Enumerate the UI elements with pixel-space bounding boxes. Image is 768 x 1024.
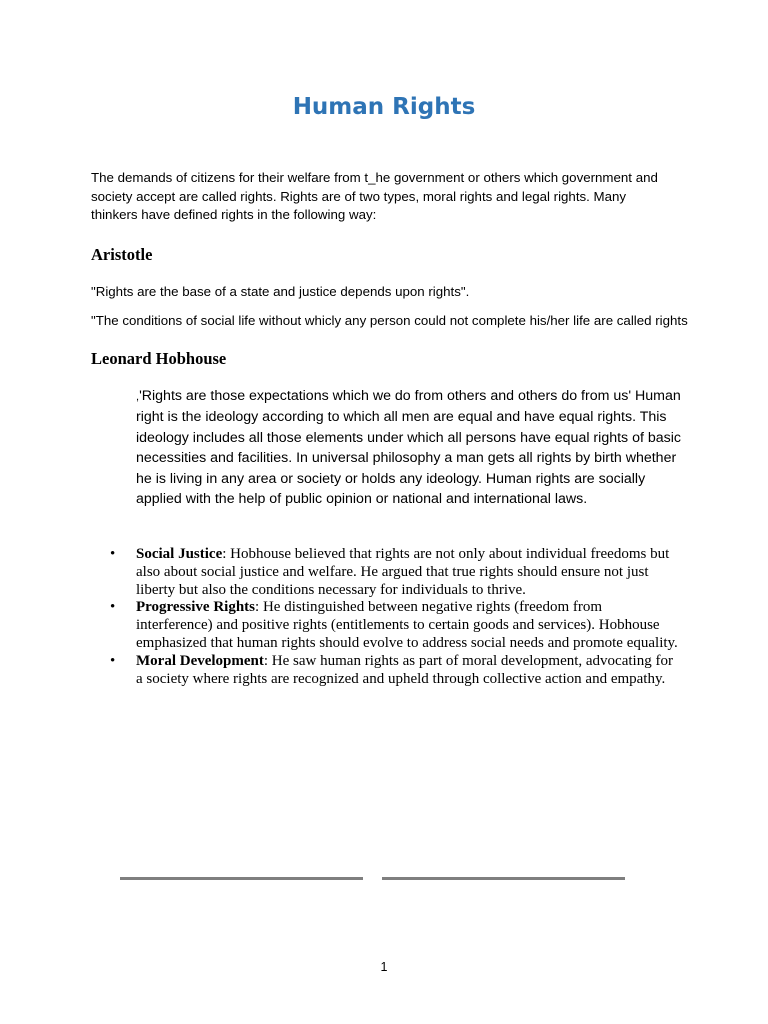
aristotle-quote-1: "Rights are the base of a state and justice depends upon rights". [91, 284, 470, 299]
footer-rule-right [382, 877, 625, 880]
bullet-dot: • [110, 599, 116, 616]
bullet-list [106, 546, 681, 688]
bullet-term: Progressive Rights [136, 599, 256, 616]
footer-rule-left [120, 877, 363, 880]
hobhouse-heading: Leonard Hobhouse [91, 349, 227, 368]
hobhouse-paragraph-text: 'Rights are those expectations which we do from others and others do from us' Human right is the ideology according to which all men are equal and have equal rights. This ideology includes all those elements under which all persons have equal rights of basic necessities and facilities. In universal philosophy a man gets all rights by birth whether he is living in any area or society or holds any ideology. Human rights are socially applied with the help of public opinion or national and international laws. [136, 388, 681, 508]
hobhouse-paragraph [136, 386, 681, 509]
bullet-term: Moral Development [136, 652, 264, 669]
bullet-dot: • [110, 652, 116, 669]
aristotle-heading: Aristotle [91, 245, 153, 264]
page-title: Human Rights [292, 94, 476, 120]
list-item-moral-development [106, 653, 681, 689]
bullet-term: Social Justice [136, 546, 223, 562]
list-item-progressive-rights [106, 599, 681, 652]
hobhouse-lead-mark: , [136, 391, 140, 403]
bullet-dot: • [110, 546, 116, 562]
bullet-text: : He distinguished between negative rights (freedom from interference) and positive rights (entitlements to certain goods and services). Hobhouse emphasized that human rights should evolve to address social needs and promote equality. [136, 599, 678, 651]
intro-paragraph: The demands of citizens for their welfare from t_he government or others which government and society accept are called rights. Rights are of two types, moral rights and legal rights. Many thinkers have defined rights in the following way: [91, 170, 658, 222]
page-number: 1 [380, 960, 388, 974]
bullet-text: : Hobhouse believed that rights are not only about individual freedoms but also about social justice and welfare. He argued that true rights should ensure not just liberty but also the conditions necessary for individuals to thrive. [136, 546, 670, 598]
list-item-social-justice [106, 546, 681, 599]
aristotle-quote-2: "The conditions of social life without whicly any person could not complete his/her life are called rights [91, 313, 688, 328]
bullet-text: : He saw human rights as part of moral development, advocating for a society where rights are recognized and upheld through collective action and empathy. [136, 652, 673, 687]
